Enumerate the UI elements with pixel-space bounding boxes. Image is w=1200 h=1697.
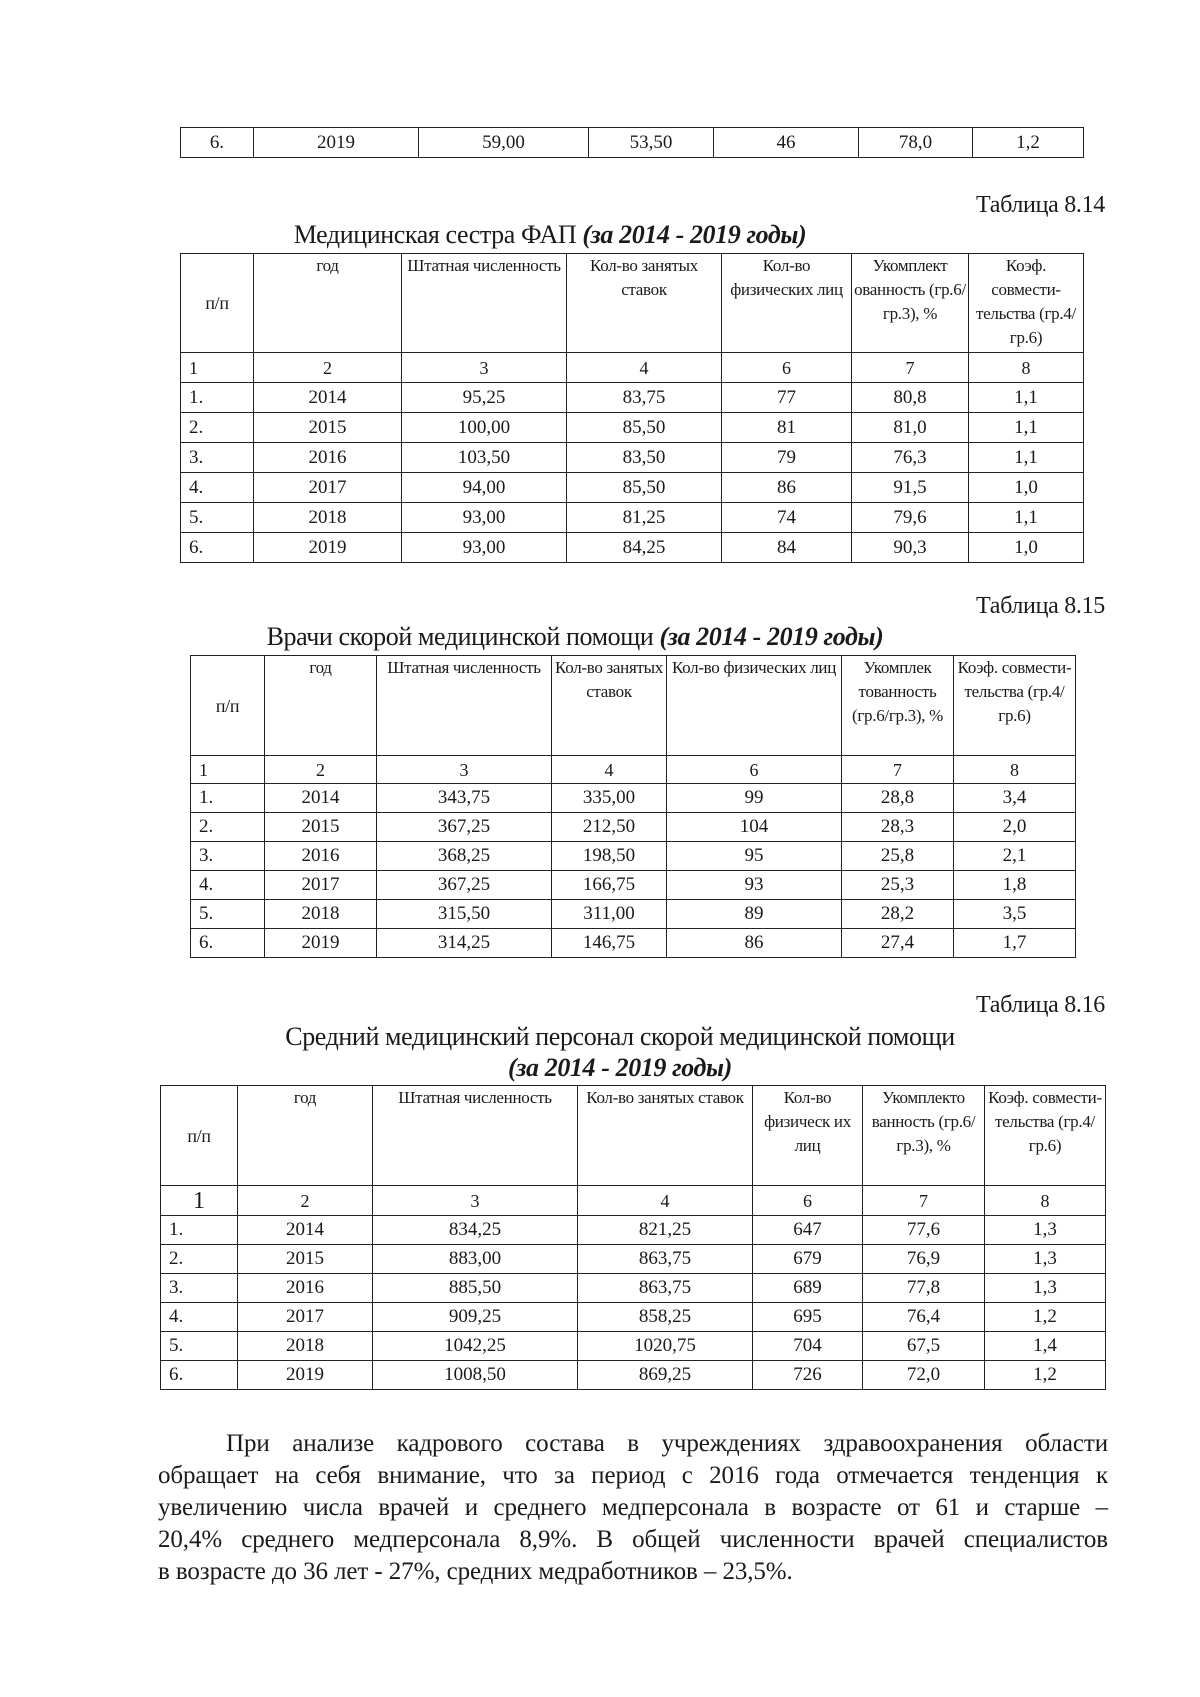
table-number: Таблица 8.14 [975, 192, 1105, 218]
table-cell: 367,25 [377, 871, 552, 900]
column-number: 8 [969, 353, 1084, 383]
paragraph-line: в возрасте до 36 лет - 27%, средних медработников – 23,5%. [158, 1558, 793, 1585]
table-cell: 3,5 [954, 900, 1076, 929]
column-number: 3 [402, 353, 567, 383]
table-cell: 2018 [265, 900, 377, 929]
table-cell: 25,3 [842, 871, 954, 900]
table-row [161, 1332, 1106, 1361]
column-number: 1 [181, 353, 254, 383]
table-cell: 85,50 [567, 473, 722, 503]
table-body [191, 784, 1076, 958]
table-cell: 2015 [238, 1245, 373, 1274]
column-number: 1 [161, 1186, 238, 1216]
table-cell: 90,3 [852, 533, 969, 563]
table-row [191, 842, 1076, 871]
table-cell: 95 [667, 842, 842, 871]
table-cell: 4. [181, 473, 254, 503]
table-cell: 1042,25 [373, 1332, 578, 1361]
column-number: 4 [578, 1186, 753, 1216]
table-cell: 2014 [254, 383, 402, 413]
table-8-14 [180, 253, 1084, 563]
table-cell: 869,25 [578, 1361, 753, 1390]
table-cell: 2. [191, 813, 265, 842]
table-cell: 367,25 [377, 813, 552, 842]
column-number: 1 [191, 756, 265, 784]
column-header: Штатная численность [377, 656, 552, 756]
table-row [181, 413, 1084, 443]
table-cell: 1. [181, 383, 254, 413]
table-cell: 5. [181, 503, 254, 533]
column-number: 3 [377, 756, 552, 784]
table-cell: 2015 [254, 413, 402, 443]
table-cell: 100,00 [402, 413, 567, 443]
table-row [161, 1274, 1106, 1303]
table-cell: 2018 [238, 1332, 373, 1361]
table-title-text: Врачи скорой медицинской помощи [266, 622, 660, 651]
table-row [161, 1245, 1106, 1274]
table-cell: 1,3 [985, 1216, 1106, 1245]
table-title-text: Медицинская сестра ФАП [293, 220, 583, 249]
table-8-16 [160, 1085, 1106, 1390]
table-cell: 99 [667, 784, 842, 813]
table-cell: 2019 [265, 929, 377, 958]
column-number: 7 [842, 756, 954, 784]
table-title [190, 622, 960, 652]
table-row [181, 443, 1084, 473]
table-cell: 4. [161, 1303, 238, 1332]
table-cell: 2019 [254, 533, 402, 563]
table-cell: 6. [181, 128, 254, 158]
table-cell: 883,00 [373, 1245, 578, 1274]
column-header: Укомплек тованность (гр.6/гр.3), % [842, 656, 954, 756]
column-number: 2 [265, 756, 377, 784]
table-cell: 2016 [265, 842, 377, 871]
continuation-row-table [180, 127, 1084, 158]
table-cell: 74 [722, 503, 852, 533]
table-title: Средний медицинский персонал скорой медицинской помощи [285, 1022, 955, 1051]
table-number: Таблица 8.16 [975, 992, 1105, 1018]
table-cell: 86 [667, 929, 842, 958]
table-cell: 86 [722, 473, 852, 503]
table-cell: 77,8 [863, 1274, 985, 1303]
table-cell: 83,50 [567, 443, 722, 473]
table-cell: 146,75 [552, 929, 667, 958]
column-number: 8 [985, 1186, 1106, 1216]
table-cell: 81 [722, 413, 852, 443]
table-row [191, 784, 1076, 813]
table-8-15 [190, 655, 1076, 958]
table-title [180, 220, 920, 250]
table-cell: 1008,50 [373, 1361, 578, 1390]
table-cell: 2. [161, 1245, 238, 1274]
body-paragraph [158, 1428, 1108, 1588]
table-title-period [160, 1053, 1080, 1083]
table-cell: 2018 [254, 503, 402, 533]
table-cell: 1,3 [985, 1274, 1106, 1303]
table-cell: 79,6 [852, 503, 969, 533]
table-cell: 89 [667, 900, 842, 929]
table-body [181, 383, 1084, 563]
table-cell: 1,8 [954, 871, 1076, 900]
column-header: Кол-во занятых ставок [552, 656, 667, 756]
column-header: год [254, 254, 402, 353]
table-cell: 314,25 [377, 929, 552, 958]
paragraph-line: увеличению числа врачей и среднего медперсонала в возрасте от 61 и старше – [158, 1494, 1108, 1521]
table-cell: 335,00 [552, 784, 667, 813]
table-cell: 3. [181, 443, 254, 473]
table-cell: 343,75 [377, 784, 552, 813]
table-cell: 315,50 [377, 900, 552, 929]
column-header: Коэф. совмести-тельства (гр.4/гр.6) [985, 1086, 1106, 1186]
column-number-row [191, 756, 1076, 784]
table-title-period-text: (за 2014 - 2019 годы) [508, 1053, 732, 1082]
column-number-row [161, 1186, 1106, 1216]
header-row [161, 1086, 1106, 1186]
column-header: год [238, 1086, 373, 1186]
column-number: 3 [373, 1186, 578, 1216]
table-cell: 93 [667, 871, 842, 900]
table-cell: 647 [753, 1216, 863, 1245]
table-cell: 84,25 [567, 533, 722, 563]
table-cell: 2014 [238, 1216, 373, 1245]
table-cell: 1,7 [954, 929, 1076, 958]
column-header: Укомплекто ванность (гр.6/гр.3), % [863, 1086, 985, 1186]
table-cell: 2014 [265, 784, 377, 813]
table-cell: 1,1 [969, 383, 1084, 413]
table-cell: 1,0 [969, 473, 1084, 503]
table-title-period: (за 2014 - 2019 годы) [659, 622, 884, 651]
table-cell: 1,1 [969, 503, 1084, 533]
column-header: Кол-во занятых ставок [567, 254, 722, 353]
table-cell: 93,00 [402, 533, 567, 563]
table-cell: 77 [722, 383, 852, 413]
table-cell: 84 [722, 533, 852, 563]
column-number: 4 [567, 353, 722, 383]
column-number: 7 [852, 353, 969, 383]
table-cell: 2015 [265, 813, 377, 842]
table-cell: 166,75 [552, 871, 667, 900]
table-cell: 81,25 [567, 503, 722, 533]
table-row [161, 1303, 1106, 1332]
table-cell: 1,2 [973, 128, 1084, 158]
table-cell: 1,1 [969, 413, 1084, 443]
column-number-row [181, 353, 1084, 383]
table-cell: 72,0 [863, 1361, 985, 1390]
table-cell: 909,25 [373, 1303, 578, 1332]
column-header: Укомплект ованность (гр.6/гр.3), % [852, 254, 969, 353]
column-header: Кол-во физическ их лиц [753, 1086, 863, 1186]
table-cell: 46 [714, 128, 859, 158]
table-cell: 2. [181, 413, 254, 443]
table-cell: 28,2 [842, 900, 954, 929]
column-number: 2 [238, 1186, 373, 1216]
column-header: п/п [181, 254, 254, 353]
table-row [161, 1216, 1106, 1245]
table-cell: 4. [191, 871, 265, 900]
paragraph-line: 20,4% среднего медперсонала 8,9%. В общей численности врачей специалистов [158, 1526, 1108, 1553]
table-cell: 28,8 [842, 784, 954, 813]
table-cell: 6. [161, 1361, 238, 1390]
table-cell: 81,0 [852, 413, 969, 443]
table-cell: 311,00 [552, 900, 667, 929]
column-header: Кол-во занятых ставок [578, 1086, 753, 1186]
table-cell: 91,5 [852, 473, 969, 503]
table-cell: 2017 [254, 473, 402, 503]
table-cell: 5. [161, 1332, 238, 1361]
table-cell: 3. [191, 842, 265, 871]
table-cell: 2017 [265, 871, 377, 900]
table-cell: 368,25 [377, 842, 552, 871]
table-cell: 25,8 [842, 842, 954, 871]
table-cell: 1,3 [985, 1245, 1106, 1274]
table-row [181, 383, 1084, 413]
table-row [181, 503, 1084, 533]
table-cell: 2016 [254, 443, 402, 473]
table-cell: 1,2 [985, 1303, 1106, 1332]
table-cell: 76,4 [863, 1303, 985, 1332]
table-cell: 695 [753, 1303, 863, 1332]
table-cell: 863,75 [578, 1245, 753, 1274]
table-cell: 689 [753, 1274, 863, 1303]
table-row [191, 929, 1076, 958]
table-cell: 53,50 [589, 128, 714, 158]
table-cell: 212,50 [552, 813, 667, 842]
table-cell: 28,3 [842, 813, 954, 842]
table-cell: 78,0 [859, 128, 973, 158]
table-number: Таблица 8.15 [975, 593, 1105, 619]
table-cell: 6. [181, 533, 254, 563]
column-header: год [265, 656, 377, 756]
column-number: 2 [254, 353, 402, 383]
table-cell: 59,00 [419, 128, 589, 158]
table-cell: 76,9 [863, 1245, 985, 1274]
table-cell: 1. [161, 1216, 238, 1245]
column-header: Кол-во физических лиц [667, 656, 842, 756]
paragraph-line: обращает на себя внимание, что за период с 2016 года отмечается тенденция к [158, 1462, 1108, 1489]
table-row [181, 473, 1084, 503]
column-number: 6 [753, 1186, 863, 1216]
table-cell: 1,4 [985, 1332, 1106, 1361]
table-cell: 83,75 [567, 383, 722, 413]
table-cell: 103,50 [402, 443, 567, 473]
column-number: 7 [863, 1186, 985, 1216]
table-row [191, 900, 1076, 929]
paragraph-line: При анализе кадрового состава в учреждениях здравоохранения области [226, 1430, 1108, 1457]
table-cell: 198,50 [552, 842, 667, 871]
table-cell: 5. [191, 900, 265, 929]
column-header: Коэф. совмести-тельства (гр.4/гр.6) [954, 656, 1076, 756]
column-header: Штатная численность [402, 254, 567, 353]
table-cell: 3. [161, 1274, 238, 1303]
table-cell: 821,25 [578, 1216, 753, 1245]
table-cell: 67,5 [863, 1332, 985, 1361]
table-cell: 2017 [238, 1303, 373, 1332]
column-number: 6 [667, 756, 842, 784]
table-cell: 2019 [254, 128, 419, 158]
table-cell: 858,25 [578, 1303, 753, 1332]
table-cell: 79 [722, 443, 852, 473]
table-cell: 93,00 [402, 503, 567, 533]
table-cell: 1,2 [985, 1361, 1106, 1390]
column-header: Штатная численность [373, 1086, 578, 1186]
column-number: 8 [954, 756, 1076, 784]
table-cell: 1,0 [969, 533, 1084, 563]
table-row [181, 533, 1084, 563]
table-cell: 885,50 [373, 1274, 578, 1303]
column-header: Коэф. совмести-тельства (гр.4/гр.6) [969, 254, 1084, 353]
table-cell: 80,8 [852, 383, 969, 413]
table-cell: 2016 [238, 1274, 373, 1303]
table-cell: 76,3 [852, 443, 969, 473]
table-cell: 1020,75 [578, 1332, 753, 1361]
table-cell: 679 [753, 1245, 863, 1274]
table-cell: 2,1 [954, 842, 1076, 871]
table-cell: 834,25 [373, 1216, 578, 1245]
table-body [161, 1216, 1106, 1390]
table-cell: 1. [191, 784, 265, 813]
table-cell: 1,1 [969, 443, 1084, 473]
table-cell: 85,50 [567, 413, 722, 443]
column-header: п/п [191, 656, 265, 756]
column-header: Кол-во физических лиц [722, 254, 852, 353]
table-row [181, 128, 1084, 158]
table-cell: 95,25 [402, 383, 567, 413]
table-row [161, 1361, 1106, 1390]
header-row [181, 254, 1084, 353]
column-number: 4 [552, 756, 667, 784]
table-cell: 6. [191, 929, 265, 958]
table-cell: 726 [753, 1361, 863, 1390]
table-row [191, 813, 1076, 842]
table-cell: 3,4 [954, 784, 1076, 813]
table-cell: 2,0 [954, 813, 1076, 842]
table-cell: 94,00 [402, 473, 567, 503]
table-title-period: (за 2014 - 2019 годы) [582, 220, 807, 249]
table-cell: 77,6 [863, 1216, 985, 1245]
table-cell: 704 [753, 1332, 863, 1361]
table-cell: 2019 [238, 1361, 373, 1390]
table-cell: 27,4 [842, 929, 954, 958]
header-row [191, 656, 1076, 756]
table-row [191, 871, 1076, 900]
column-number: 6 [722, 353, 852, 383]
column-header: п/п [161, 1086, 238, 1186]
table-cell: 104 [667, 813, 842, 842]
table-cell: 863,75 [578, 1274, 753, 1303]
